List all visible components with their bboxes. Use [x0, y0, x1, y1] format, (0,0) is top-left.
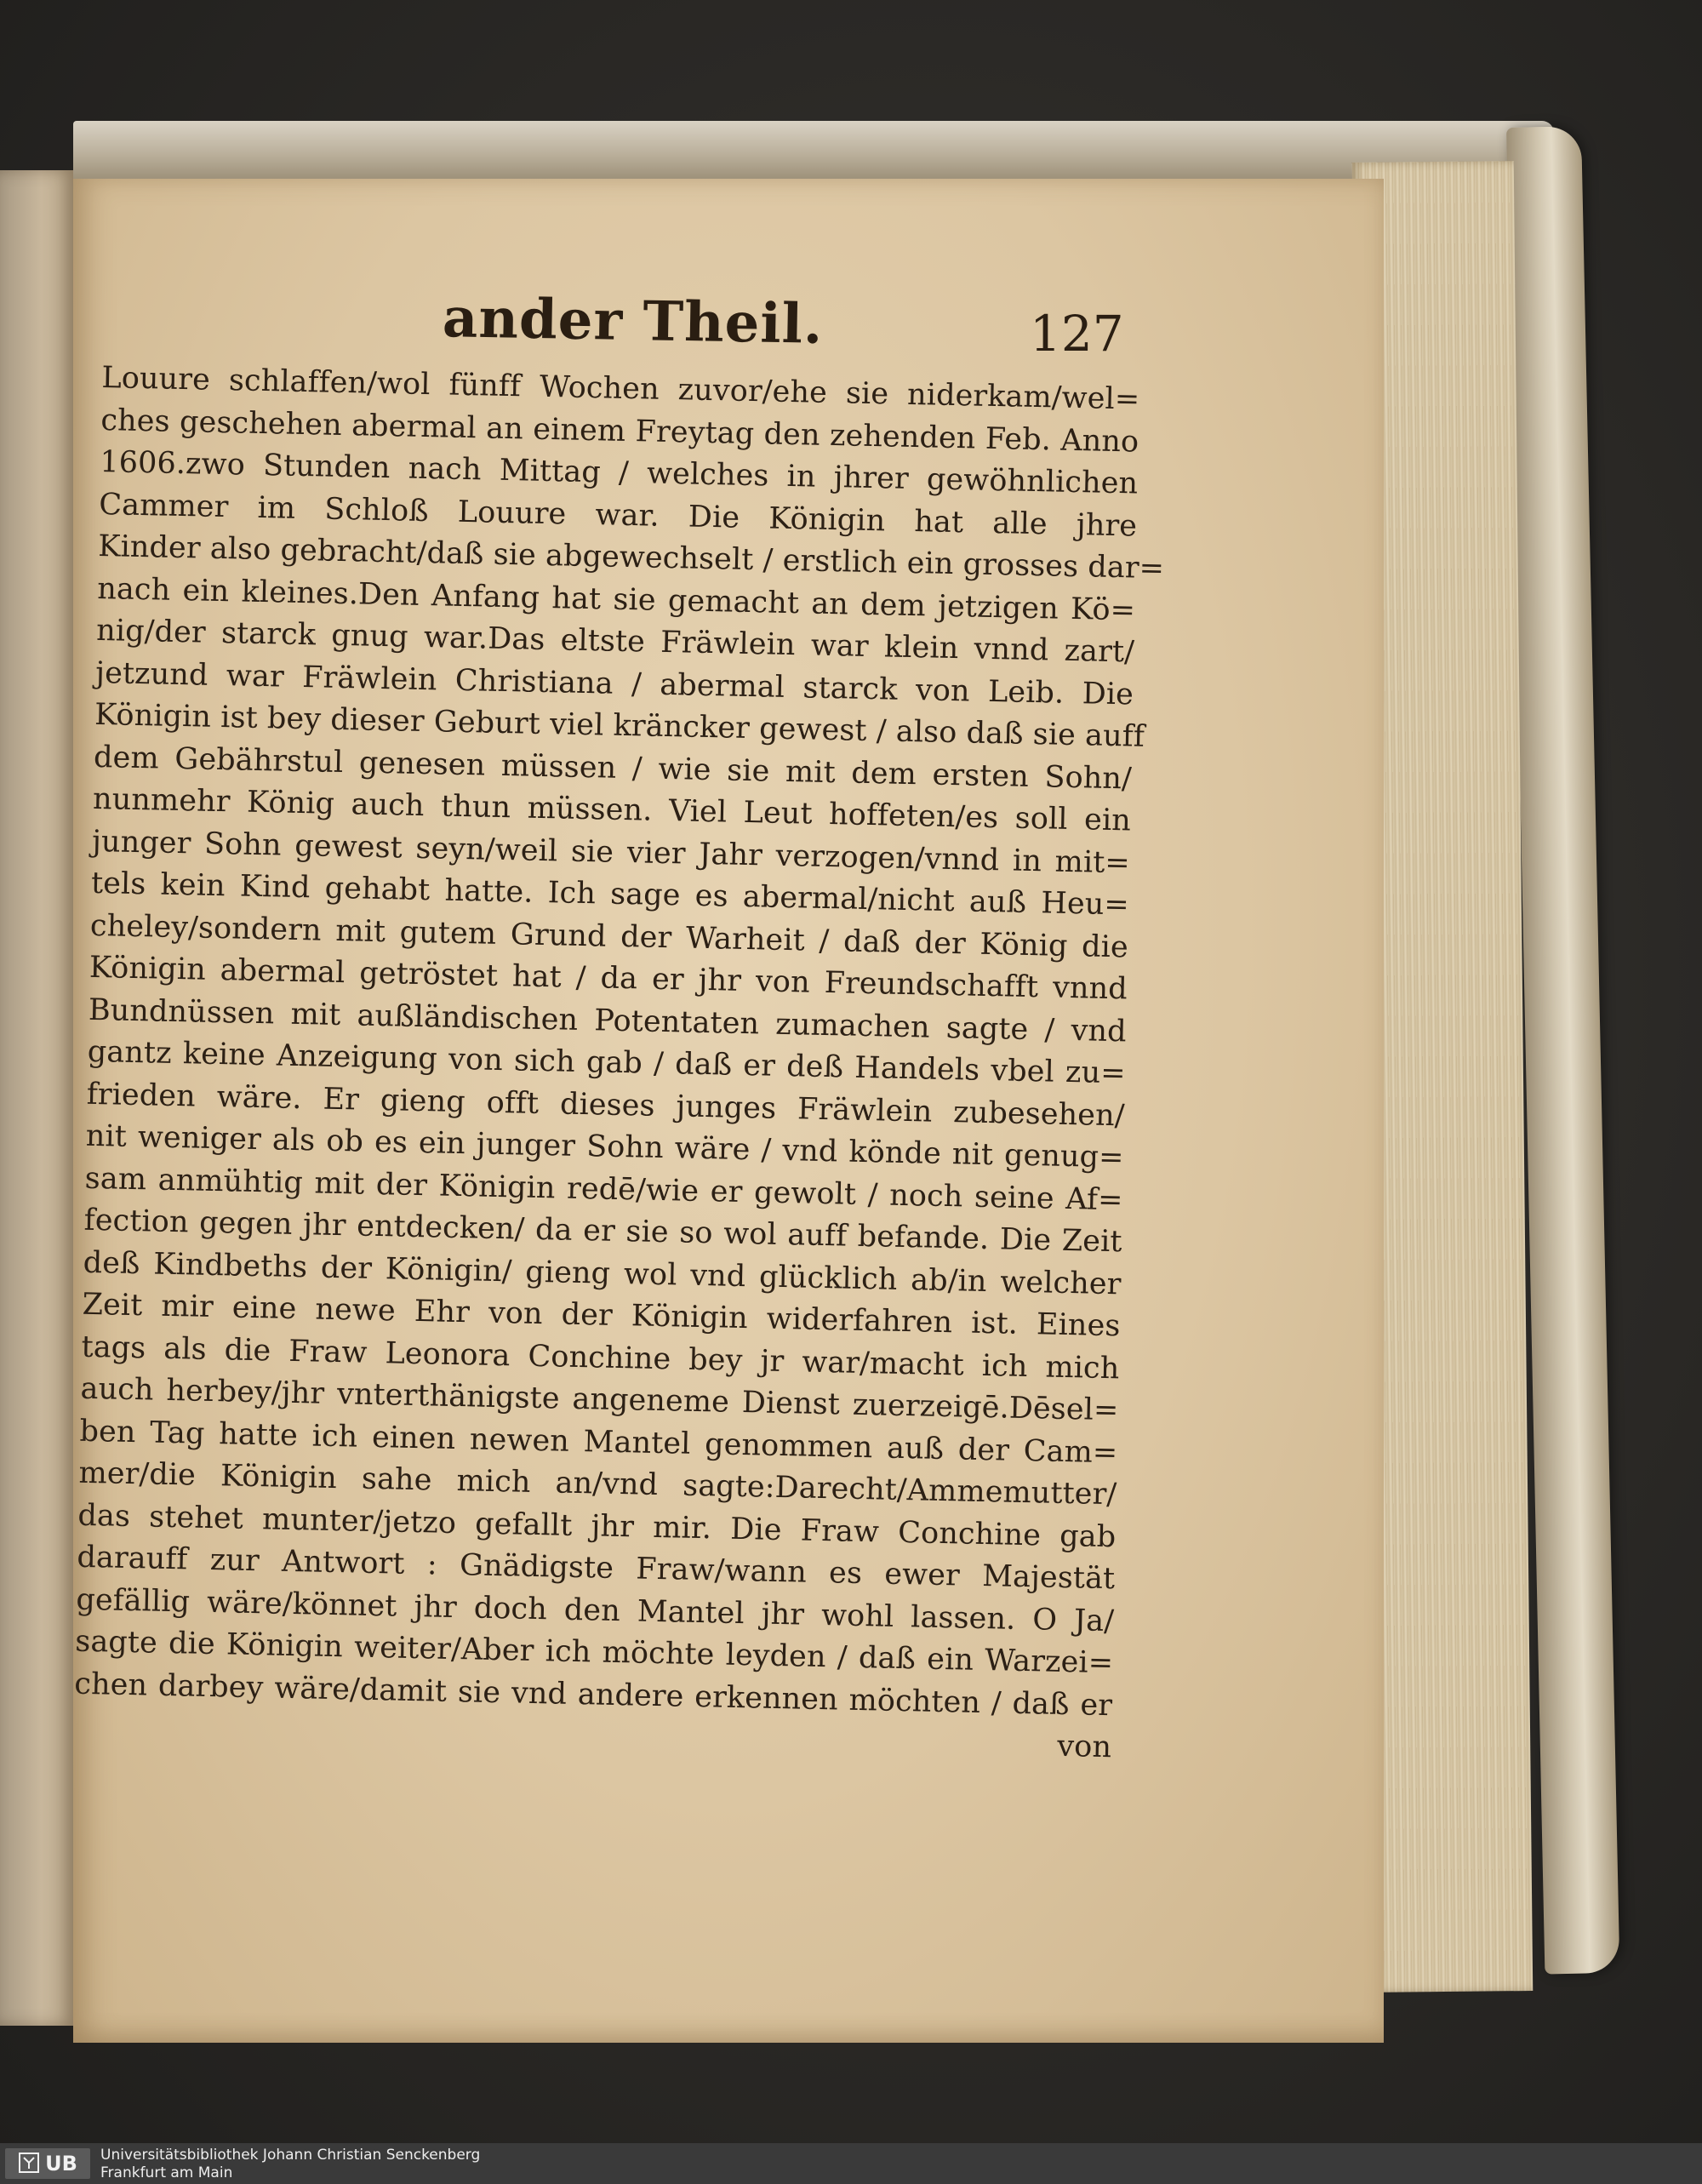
library-name [100, 2147, 480, 2182]
text-line: das stehet munter/jetzo gefallt jhr mir. Die Fraw Conchine gab [77, 1498, 1117, 1554]
book-top-edge [73, 121, 1554, 180]
text-line: ches geschehen abermal an einem Freytag den zehenden Feb. Anno [100, 403, 1139, 460]
text-line: nig/der starck gnug war.Das eltste Fräwlein war klein vnnd zart/ [95, 613, 1135, 670]
text-line: Louure schlaffen/wol fünff Wochen zuvor/ehe sie niderkam/wel= [101, 360, 1140, 417]
text-line: nit weniger als ob es ein junger Sohn wäre / vnd könde nit genug= [85, 1118, 1124, 1175]
text-line: ben Tag hatte ich einen newen Mantel genommen auß der Cam= [79, 1414, 1118, 1470]
text-line: frieden wäre. Er gieng offt dieses junges Fräwlein zubesehen/ [86, 1077, 1126, 1133]
text-line: 1606.zwo Stunden nach Mittag / welches in jhrer gewöhnlichen [100, 444, 1139, 501]
text-line: Cammer im Schloß Louure war. Die Königin hat alle jhre [98, 487, 1138, 544]
text-line: gefällig wäre/könnet jhr doch den Mantel jhr wohl lassen. O Ja/ [76, 1582, 1115, 1638]
text-line: Königin ist bey dieser Geburt viel kräncker gewest / also daß sie auff [94, 697, 1145, 754]
catchword: von [1056, 1729, 1112, 1765]
library-emblem-icon [18, 2152, 40, 2174]
text-line: deß Kindbeths der Königin/ gieng wol vnd glücklich ab/in welcher [83, 1245, 1122, 1301]
facing-page-edge [0, 170, 75, 2026]
text-line: Königin abermal getröstet hat / da er jhr von Freundschafft vnnd [89, 950, 1128, 1007]
text-line: sam anmühtig mit der Königin redē/wie er gewolt / noch seine Af= [84, 1161, 1123, 1217]
text-line: auch herbey/jhr vnterthänigste angeneme Dienst zuerzeigē.Dēsel= [80, 1371, 1119, 1428]
text-line: Kinder also gebracht/daß sie abgewechselt / erstlich ein grosses dar= [97, 529, 1165, 586]
text-line: nunmehr König auch thun müssen. Viel Leut hoffeten/es soll ein [92, 781, 1132, 838]
text-line: cheley/sondern mit gutem Grund der Warheit / daß der König die [89, 908, 1129, 964]
text-line: junger Sohn gewest seyn/weil sie vier Jahr verzogen/vnnd in mit= [91, 824, 1131, 880]
library-footer [0, 2143, 1702, 2184]
library-name-line2: Frankfurt am Main [100, 2164, 233, 2181]
running-head-title: ander Theil. [442, 286, 824, 357]
body-text [71, 357, 1165, 1877]
library-logo[interactable] [5, 2148, 90, 2179]
library-logo-text: UB [45, 2152, 77, 2175]
text-line: tels kein Kind gehabt hatte. Ich sage es abermal/nicht auß Heu= [90, 866, 1130, 923]
text-line: Zeit mir eine newe Ehr von der Königin widerfahren ist. Eines [82, 1287, 1121, 1344]
text-line: Bundnüssen mit außländischen Potentaten zumachen sagte / vnd [88, 992, 1128, 1049]
text-line: sagte die Königin weiter/Aber ich möchte leyden / daß ein Warzei= [74, 1624, 1114, 1681]
running-head [366, 286, 1124, 374]
page-number: 127 [1030, 305, 1124, 363]
text-line: chen darbey wäre/damit sie vnd andere erkennen möchten / daß er [73, 1667, 1113, 1723]
text-line: jetzund war Fräwlein Christiana / abermal starck von Leib. Die [94, 655, 1134, 712]
text-line: gantz keine Anzeigung von sich gab / daß er deß Handels vbel zu= [87, 1034, 1127, 1091]
text-line: mer/die Königin sahe mich an/vnd sagte:Darecht/Ammemutter/ [78, 1455, 1117, 1512]
text-line: fection gegen jhr entdecken/ da er sie so wol auff befande. Die Zeit [83, 1203, 1122, 1260]
text-line: dem Gebährstul genesen müssen / wie sie mit dem ersten Sohn/ [93, 740, 1133, 796]
text-line: tags als die Fraw Leonora Conchine bey jr war/macht ich mich [81, 1329, 1120, 1386]
text-line: nach ein kleines.Den Anfang hat sie gemacht an dem jetzigen Kö= [96, 571, 1136, 627]
text-line: darauff zur Antwort : Gnädigste Fraw/wann es ewer Majestät [77, 1540, 1116, 1597]
library-name-line1: Universitätsbibliothek Johann Christian Senckenberg [100, 2147, 481, 2164]
